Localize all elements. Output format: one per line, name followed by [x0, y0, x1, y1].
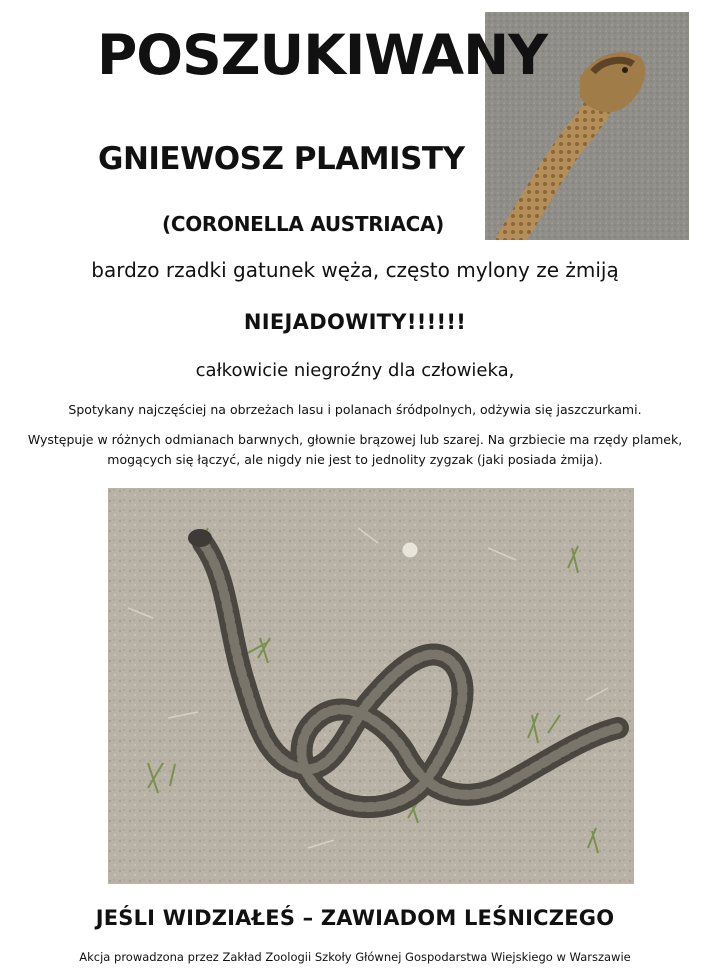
- harmless-note: całkowicie niegroźny dla człowieka,: [195, 360, 515, 381]
- species-name: GNIEWOSZ PLAMISTY: [98, 141, 465, 177]
- variants-note-line2: mogących się łączyć, ale nigdy nie jest to jednolity zygzak (jaki posiada żmija).: [107, 452, 603, 467]
- habitat-note: Spotykany najczęściej na obrzeżach lasu i polanach śródpolnych, odżywia się jaszczurkami.: [68, 402, 642, 417]
- species-description: bardzo rzadki gatunek węża, często mylony ze żmiją: [91, 258, 619, 282]
- poster-title: POSZUKIWANY: [97, 23, 547, 87]
- call-to-action: JEŚLI WIDZIAŁEŚ – ZAWIADOM LEŚNICZEGO: [95, 906, 615, 930]
- latin-name: (CORONELLA AUSTRIACA): [162, 212, 445, 236]
- snake-ground-photo: [108, 488, 634, 884]
- variants-note-line1: Występuje w różnych odmianach barwnych, głownie brązowej lub szarej. Na grzbiecie ma rzędy plamek,: [27, 432, 683, 447]
- credit-note: Akcja prowadzona przez Zakład Zoologii Szkoły Głównej Gospodarstwa Wiejskiego w Warszawie: [79, 950, 631, 964]
- variants-note: [0, 430, 710, 470]
- venom-status: NIEJADOWITY!!!!!!: [243, 310, 467, 334]
